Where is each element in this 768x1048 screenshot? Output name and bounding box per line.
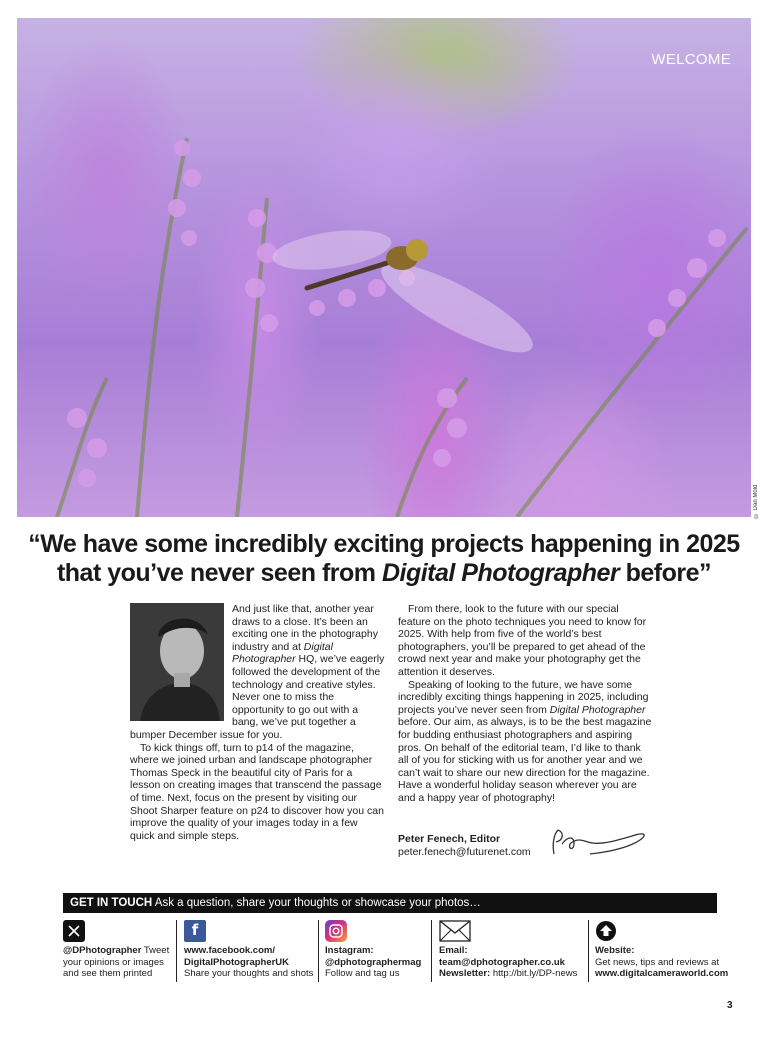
paragraph-text: before. Our aim, as always, is to be the best magazine for budding enthusiast photographers and aspiring pros. On behalf of the editorial team, I’d like to thank all of you for sticking with us for another year and we can’t wait to share our new direction for the magazine. Have a wonderful holiday season wherever you are and a happy year of photography! — [398, 716, 652, 804]
email-address[interactable]: team@dphotographer.co.uk — [439, 956, 565, 968]
paragraph-text: And just like that, another year draws to a close. It’s been an exciting one in the photography industry and at — [232, 603, 378, 653]
editor-signature — [548, 826, 652, 862]
paragraph-text: Speaking of looking to the future, we have some incredibly exciting things happening in 2025, including projects you’ve never seen from — [398, 678, 649, 716]
article-paragraph-4 — [398, 679, 654, 805]
website-label: Website: — [595, 945, 635, 956]
pull-quote-headline — [20, 530, 748, 588]
website-url[interactable]: www.digitalcameraworld.com — [595, 968, 729, 979]
editor-portrait — [130, 603, 224, 721]
headline-magazine-name: Digital Photographer — [381, 559, 620, 587]
magazine-name: Digital Photographer — [232, 640, 333, 666]
facebook-url[interactable]: www.facebook.com/ DigitalPhotographerUK — [184, 945, 290, 968]
instagram-description: Follow and tag us — [325, 968, 400, 979]
newsletter-label: Newsletter: — [439, 968, 491, 979]
article-left-column — [130, 603, 385, 842]
paragraph-text: HQ, we’ve eagerly followed the development of the technology and creative styles. Never one to miss the opportunity to go out with a bang, we’ve put together a bumper December issue for you. — [130, 653, 385, 741]
contact-x-text — [63, 945, 171, 980]
newsletter-url[interactable]: http://bit.ly/DP-news — [490, 968, 578, 979]
facebook-description: Share your thoughts and shots — [184, 968, 314, 979]
facebook-icon: f — [184, 920, 206, 942]
section-label: WELCOME — [651, 51, 731, 68]
contact-divider — [431, 920, 432, 982]
heather-dragonfly-illustration — [17, 18, 751, 517]
email-label: Email: — [439, 945, 468, 956]
get-in-touch-title: GET IN TOUCH — [70, 897, 153, 909]
get-in-touch-subtitle: Ask a question, share your thoughts or showcase your photos… — [152, 897, 481, 909]
editor-name: Peter Fenech, Editor — [398, 833, 501, 845]
x-handle[interactable]: @DPhotographer — [63, 945, 142, 956]
editor-signoff — [398, 833, 531, 859]
instagram-label: Instagram: — [325, 945, 374, 956]
get-in-touch-bar — [63, 893, 717, 913]
headline-line-2 — [20, 559, 748, 588]
editor-email[interactable]: peter.fenech@futurenet.com — [398, 846, 531, 858]
contact-strip — [63, 920, 729, 984]
contact-divider — [176, 920, 177, 982]
x-description: Tweet your opinions or images and see them printed — [63, 945, 170, 979]
contact-x[interactable] — [63, 920, 171, 984]
headline-text: that you’ve never seen from — [56, 559, 382, 587]
article-paragraph-2: To kick things off, turn to p14 of the magazine, where we joined urban and landscape photographer Thomas Speck in the beautiful city of Paris for a lesson on creating images that transcend the passage of time. Next, focus on the present by visiting our Shoot Sharper feature on p24 to discover how you can improve the quality of your images today in a few quick and simple steps. — [130, 741, 384, 842]
instagram-handle[interactable]: @dphotographermag — [325, 956, 422, 968]
contact-instagram[interactable] — [325, 920, 429, 984]
article-right-column — [398, 603, 654, 805]
upload-arrow-icon — [595, 920, 617, 942]
hero-photo — [17, 18, 751, 517]
contact-divider — [588, 920, 589, 982]
headline-line-1: “We have some incredibly exciting projects happening in 2025 — [28, 530, 740, 558]
magazine-name: Digital Photographer — [549, 703, 646, 716]
website-description: Get news, tips and reviews at — [595, 956, 720, 968]
contact-divider — [318, 920, 319, 982]
page-number: 3 — [727, 1000, 733, 1011]
x-logo-icon — [63, 920, 85, 942]
contact-email[interactable] — [439, 920, 589, 984]
envelope-icon — [439, 920, 471, 942]
instagram-icon — [325, 920, 347, 942]
dragonfly — [270, 224, 542, 368]
contact-website[interactable] — [595, 920, 729, 984]
headline-text-end: before” — [619, 559, 712, 587]
contact-facebook[interactable] — [184, 920, 316, 984]
article-paragraph-3: From there, look to the future with our special feature on the photo techniques you need to know for 2025. With help from five of the world’s best photographers, you’ll be prepared to get ahead of the crowd next year and make your photography get the attention it deserves. — [398, 603, 647, 678]
photo-credit: © Dan Mold — [753, 484, 759, 518]
